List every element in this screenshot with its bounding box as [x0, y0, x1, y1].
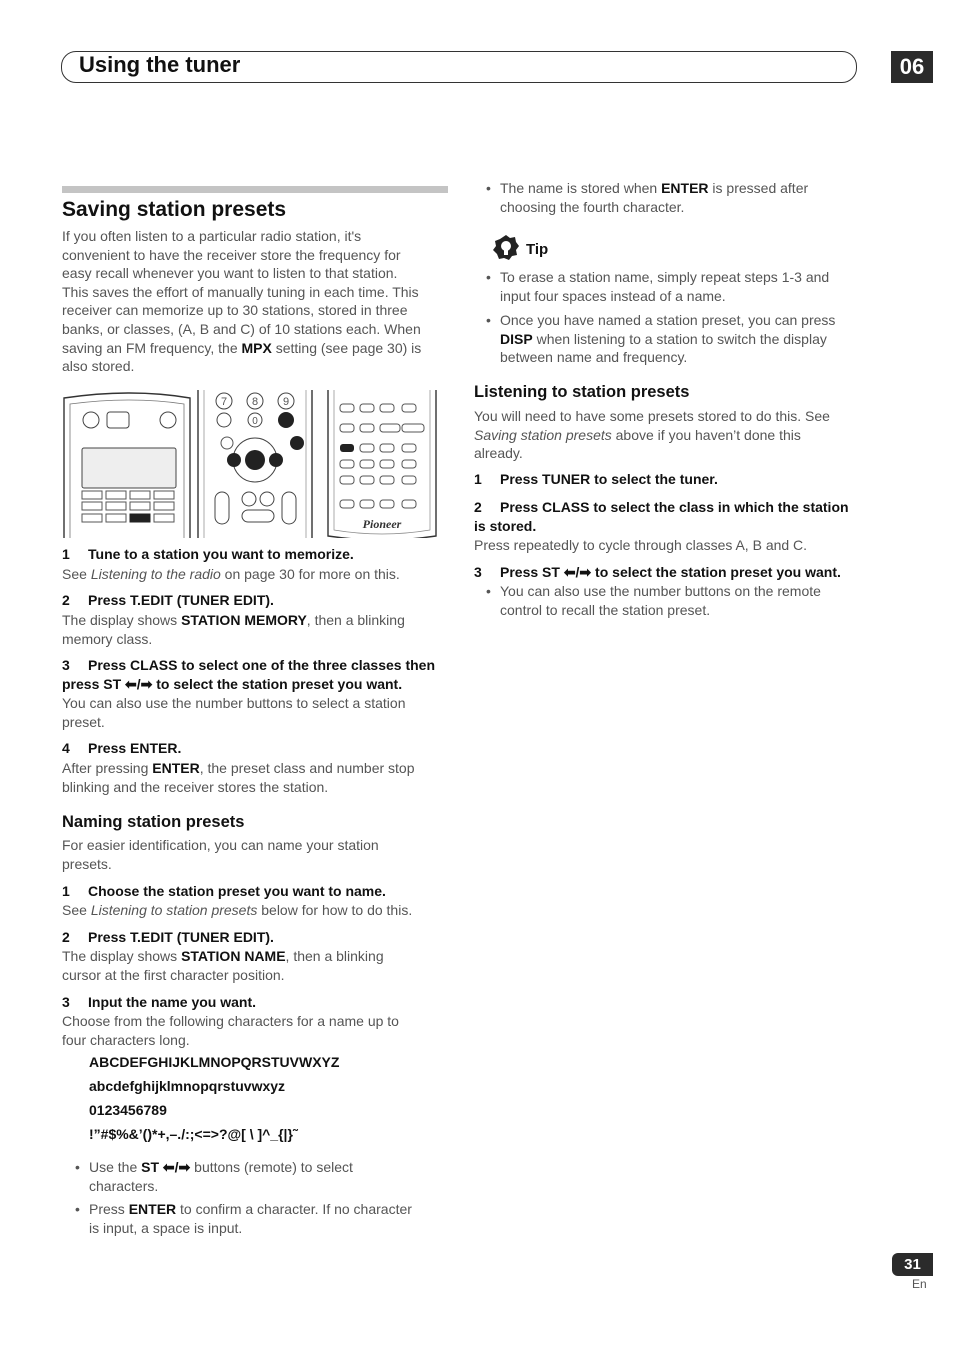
page-number: 31 [892, 1253, 933, 1276]
svg-text:8: 8 [251, 396, 259, 408]
intro-line: also stored. [62, 358, 135, 375]
svg-text:0: 0 [252, 416, 258, 427]
intro-line: banks, or classes, (A, B and C) of 10 stations each. When [62, 320, 421, 337]
char-set-upper: ABCDEFGHIJKLMNOPQRSTUVWXYZ [89, 1054, 340, 1070]
char-set-digits: 0123456789 [89, 1102, 167, 1118]
naming-bullet-1: • Use the ST ⬅/➡ buttons (remote) to select characters. [89, 1158, 353, 1195]
listening-step-3-bullet: • You can also use the number buttons on the remote control to recall the station preset. [500, 582, 821, 619]
svg-text:7: 7 [220, 396, 228, 408]
intro-line: If you often listen to a particular radio station, it's [62, 228, 362, 244]
char-set-symbols: !”#$%&’()*+,–./:;<=>?@[ \ ]^_{|}˜ [89, 1126, 298, 1142]
listening-step-2: 2 Press CLASS to select the class in which the station is stored. [474, 499, 849, 534]
intro-line: saving an FM frequency, the MPX setting (see page 30) is [62, 339, 422, 356]
listening-intro: You will need to have some presets stored to do this. See Saving station presets above if you haven’t done this already. [474, 408, 830, 462]
naming-step-2-desc: The display shows STATION NAME, then a blinking cursor at the first character position. [62, 948, 384, 983]
intro-line: This saves the effort of manually tuning in each time. This [62, 283, 419, 300]
lightbulb-icon [492, 234, 520, 262]
stored-bullet: • The name is stored when ENTER is pressed after choosing the fourth character. [500, 179, 808, 216]
tip-bullet-2: • Once you have named a station preset, you can press DISP when listening to a station to switch the display between name and frequency. [500, 311, 835, 367]
chapter-number: 06 [891, 51, 933, 83]
saving-step-2-desc: The display shows STATION MEMORY, then a blinking memory class. [62, 612, 405, 647]
naming-step-1-desc: See Listening to station presets below for how to do this. [62, 902, 413, 918]
saving-step-1: 1 Tune to a station you want to memorize. [62, 546, 354, 562]
saving-step-4: 4 Press ENTER. [62, 740, 182, 756]
listening-step-3: 3 Press ST ⬅/➡ to select the station preset you want. [474, 564, 841, 580]
remote-illustration [62, 388, 448, 538]
saving-intro [62, 227, 452, 376]
saving-heading: Saving station presets [62, 198, 287, 221]
naming-step-2: 2 Press T.EDIT (TUNER EDIT). [62, 929, 274, 945]
intro-line: receiver can memorize up to 30 stations, stored in three [62, 302, 408, 319]
naming-step-1: 1 Choose the station preset you want to name. [62, 883, 386, 899]
saving-step-3: 3 Press CLASS to select one of the three classes then press ST ⬅/➡ to select the station preset you want. [62, 657, 436, 692]
listening-step-2-desc: Press repeatedly to cycle through classes A, B and C. [474, 537, 808, 553]
section-rule [62, 186, 448, 193]
saving-step-3-desc: You can also use the number buttons to select a station preset. [62, 695, 406, 730]
remote-bottom-panel [328, 390, 436, 538]
char-set-lower: abcdefghijklmnopqrstuvwxyz [89, 1078, 286, 1094]
naming-intro: For easier identification, you can name your station presets. [62, 837, 379, 872]
saving-step-4-desc: After pressing ENTER, the preset class and number stop blinking and the receiver stores the station. [62, 760, 415, 795]
tip-bullet-1: • To erase a station name, simply repeat steps 1-3 and input four spaces instead of a name. [500, 268, 829, 305]
page-title: Using the tuner [79, 52, 241, 77]
svg-text:9: 9 [282, 396, 290, 408]
pioneer-logo: Pioneer [362, 517, 402, 531]
saving-step-1-desc: See Listening to the radio on page 30 for more on this. [62, 566, 400, 582]
naming-step-3-desc: Choose from the following characters for a name up to four characters long. [62, 1013, 399, 1048]
remote-middle-panel [198, 390, 312, 538]
intro-line: convenient to have the receiver store the frequency for [62, 246, 401, 263]
tip-label: Tip [526, 241, 549, 258]
listening-heading: Listening to station presets [474, 383, 690, 401]
listening-step-1: 1 Press TUNER to select the tuner. [474, 471, 718, 487]
intro-line: easy recall whenever you want to listen to that station. [62, 265, 398, 282]
naming-step-3: 3 Input the name you want. [62, 994, 257, 1010]
saving-step-2: 2 Press T.EDIT (TUNER EDIT). [62, 592, 274, 608]
naming-heading: Naming station presets [62, 813, 245, 831]
remote-top-panel [64, 393, 190, 538]
language-code: En [912, 1277, 927, 1291]
naming-bullet-2: • Press ENTER to confirm a character. If no character is input, a space is input. [89, 1200, 412, 1237]
